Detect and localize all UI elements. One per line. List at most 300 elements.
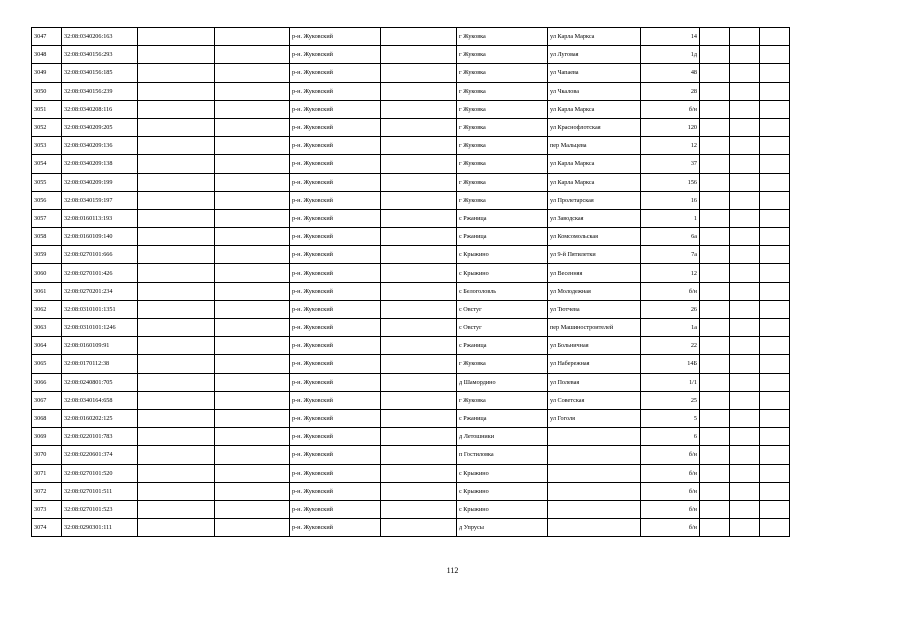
empty-cell [700, 428, 730, 446]
record-number-cell: 3065 [32, 355, 62, 373]
empty-cell [730, 137, 760, 155]
street-cell: ул 9-й Пятилетки [548, 246, 641, 264]
empty-cell [730, 500, 760, 518]
table-row [32, 282, 790, 300]
table-row [32, 209, 790, 227]
cadastral-number-cell: 32:08:0270201:234 [62, 282, 138, 300]
locality-cell: с Ржаница [457, 209, 548, 227]
empty-cell [381, 264, 457, 282]
empty-cell [381, 446, 457, 464]
district-cell: р-н. Жуковский [290, 500, 381, 518]
empty-cell [760, 482, 790, 500]
empty-cell [215, 373, 290, 391]
empty-cell [215, 300, 290, 318]
record-number-cell: 3048 [32, 46, 62, 64]
house-number-cell: 14Б [641, 355, 700, 373]
empty-cell [138, 46, 215, 64]
house-number-cell: б/н [641, 464, 700, 482]
district-cell: р-н. Жуковский [290, 373, 381, 391]
empty-cell [215, 137, 290, 155]
table-row [32, 373, 790, 391]
cadastral-number-cell: 32:08:0340159:197 [62, 191, 138, 209]
empty-cell [138, 319, 215, 337]
record-number-cell: 3057 [32, 209, 62, 227]
empty-cell [700, 137, 730, 155]
empty-cell [760, 100, 790, 118]
empty-cell [381, 337, 457, 355]
table-row [32, 228, 790, 246]
empty-cell [700, 409, 730, 427]
house-number-cell: 48 [641, 64, 700, 82]
empty-cell [700, 118, 730, 136]
street-cell: ул Советская [548, 391, 641, 409]
locality-cell: с Крыжино [457, 482, 548, 500]
house-number-cell: 12 [641, 264, 700, 282]
empty-cell [760, 264, 790, 282]
house-number-cell: б/н [641, 482, 700, 500]
empty-cell [730, 409, 760, 427]
table-row [32, 100, 790, 118]
cadastral-number-cell: 32:08:0340209:138 [62, 155, 138, 173]
record-number-cell: 3061 [32, 282, 62, 300]
empty-cell [760, 519, 790, 537]
empty-cell [700, 355, 730, 373]
record-number-cell: 3069 [32, 428, 62, 446]
locality-cell: с Ржаница [457, 228, 548, 246]
record-number-cell: 3066 [32, 373, 62, 391]
house-number-cell: 1д [641, 46, 700, 64]
empty-cell [700, 191, 730, 209]
empty-cell [760, 228, 790, 246]
empty-cell [215, 319, 290, 337]
empty-cell [215, 500, 290, 518]
empty-cell [381, 464, 457, 482]
empty-cell [138, 373, 215, 391]
cadastral-number-cell: 32:08:0340208:116 [62, 100, 138, 118]
street-cell [548, 464, 641, 482]
locality-cell: г Жуковка [457, 118, 548, 136]
district-cell: р-н. Жуковский [290, 173, 381, 191]
house-number-cell: 16 [641, 191, 700, 209]
record-number-cell: 3060 [32, 264, 62, 282]
empty-cell [381, 209, 457, 227]
record-number-cell: 3050 [32, 82, 62, 100]
empty-cell [730, 482, 760, 500]
empty-cell [138, 64, 215, 82]
record-number-cell: 3067 [32, 391, 62, 409]
empty-cell [138, 282, 215, 300]
empty-cell [138, 82, 215, 100]
empty-cell [700, 464, 730, 482]
empty-cell [730, 300, 760, 318]
street-cell: ул Чкалова [548, 82, 641, 100]
empty-cell [215, 228, 290, 246]
record-number-cell: 3074 [32, 519, 62, 537]
record-number-cell: 3070 [32, 446, 62, 464]
district-cell: р-н. Жуковский [290, 64, 381, 82]
cadastral-number-cell: 32:08:0160113:193 [62, 209, 138, 227]
empty-cell [138, 446, 215, 464]
district-cell: р-н. Жуковский [290, 337, 381, 355]
street-cell: ул Комсомольская [548, 228, 641, 246]
table-row [32, 355, 790, 373]
table-row [32, 28, 790, 46]
district-cell: р-н. Жуковский [290, 464, 381, 482]
locality-cell: с Белоголовль [457, 282, 548, 300]
empty-cell [730, 209, 760, 227]
locality-cell: г Жуковка [457, 28, 548, 46]
street-cell: ул Тютчева [548, 300, 641, 318]
empty-cell [215, 446, 290, 464]
empty-cell [381, 519, 457, 537]
house-number-cell: 22 [641, 337, 700, 355]
street-cell: ул Чапаева [548, 64, 641, 82]
locality-cell: д Летошники [457, 428, 548, 446]
table-row [32, 409, 790, 427]
empty-cell [700, 264, 730, 282]
empty-cell [215, 282, 290, 300]
empty-cell [760, 82, 790, 100]
empty-cell [215, 155, 290, 173]
record-number-cell: 3072 [32, 482, 62, 500]
empty-cell [215, 355, 290, 373]
district-cell: р-н. Жуковский [290, 137, 381, 155]
street-cell: ул Пролетарская [548, 191, 641, 209]
record-number-cell: 3051 [32, 100, 62, 118]
street-cell: пер Машиностроителей [548, 319, 641, 337]
cadastral-number-cell: 32:08:0240801:705 [62, 373, 138, 391]
district-cell: р-н. Жуковский [290, 82, 381, 100]
empty-cell [730, 155, 760, 173]
cadastral-number-cell: 32:08:0220601:374 [62, 446, 138, 464]
empty-cell [730, 319, 760, 337]
cadastral-number-cell: 32:08:0340156:239 [62, 82, 138, 100]
empty-cell [381, 319, 457, 337]
empty-cell [215, 409, 290, 427]
empty-cell [700, 228, 730, 246]
empty-cell [730, 264, 760, 282]
empty-cell [138, 155, 215, 173]
empty-cell [760, 409, 790, 427]
empty-cell [730, 100, 760, 118]
record-number-cell: 3064 [32, 337, 62, 355]
street-cell: ул Карла Маркса [548, 100, 641, 118]
empty-cell [700, 28, 730, 46]
empty-cell [760, 118, 790, 136]
table-row [32, 500, 790, 518]
empty-cell [700, 246, 730, 264]
locality-cell: д Упрусы [457, 519, 548, 537]
empty-cell [381, 228, 457, 246]
empty-cell [138, 355, 215, 373]
table-body [32, 28, 790, 537]
district-cell: р-н. Жуковский [290, 118, 381, 136]
locality-cell: г Жуковка [457, 100, 548, 118]
locality-cell: с Ржаница [457, 337, 548, 355]
empty-cell [730, 464, 760, 482]
empty-cell [760, 173, 790, 191]
empty-cell [138, 28, 215, 46]
empty-cell [700, 446, 730, 464]
street-cell: ул Карла Маркса [548, 173, 641, 191]
table-row [32, 191, 790, 209]
empty-cell [730, 373, 760, 391]
district-cell: р-н. Жуковский [290, 300, 381, 318]
empty-cell [700, 337, 730, 355]
district-cell: р-н. Жуковский [290, 319, 381, 337]
cadastral-number-cell: 32:08:0290301:111 [62, 519, 138, 537]
empty-cell [700, 482, 730, 500]
locality-cell: с Крыжино [457, 464, 548, 482]
empty-cell [381, 191, 457, 209]
locality-cell: д Шамордино [457, 373, 548, 391]
empty-cell [760, 391, 790, 409]
empty-cell [215, 64, 290, 82]
district-cell: р-н. Жуковский [290, 155, 381, 173]
house-number-cell: б/н [641, 500, 700, 518]
district-cell: р-н. Жуковский [290, 428, 381, 446]
record-number-cell: 3055 [32, 173, 62, 191]
empty-cell [700, 500, 730, 518]
table-row [32, 64, 790, 82]
table-row [32, 46, 790, 64]
locality-cell: г Жуковка [457, 46, 548, 64]
empty-cell [760, 464, 790, 482]
house-number-cell: 120 [641, 118, 700, 136]
house-number-cell: б/н [641, 100, 700, 118]
district-cell: р-н. Жуковский [290, 191, 381, 209]
empty-cell [138, 300, 215, 318]
house-number-cell: 7а [641, 246, 700, 264]
locality-cell: г Жуковка [457, 191, 548, 209]
street-cell: ул Больничная [548, 337, 641, 355]
empty-cell [700, 373, 730, 391]
empty-cell [760, 64, 790, 82]
table-row [32, 137, 790, 155]
record-number-cell: 3049 [32, 64, 62, 82]
empty-cell [760, 28, 790, 46]
house-number-cell: 1/1 [641, 373, 700, 391]
record-number-cell: 3053 [32, 137, 62, 155]
empty-cell [730, 191, 760, 209]
district-cell: р-н. Жуковский [290, 482, 381, 500]
table-row [32, 319, 790, 337]
street-cell: ул Карла Маркса [548, 28, 641, 46]
empty-cell [215, 246, 290, 264]
locality-cell: г Жуковка [457, 155, 548, 173]
district-cell: р-н. Жуковский [290, 409, 381, 427]
district-cell: р-н. Жуковский [290, 264, 381, 282]
empty-cell [381, 300, 457, 318]
empty-cell [730, 28, 760, 46]
locality-cell: г Жуковка [457, 391, 548, 409]
empty-cell [138, 500, 215, 518]
cadastral-number-cell: 32:08:0340164:658 [62, 391, 138, 409]
empty-cell [700, 282, 730, 300]
empty-cell [730, 173, 760, 191]
empty-cell [381, 100, 457, 118]
district-cell: р-н. Жуковский [290, 46, 381, 64]
table-row [32, 391, 790, 409]
empty-cell [215, 100, 290, 118]
empty-cell [215, 118, 290, 136]
empty-cell [215, 191, 290, 209]
table-row [32, 446, 790, 464]
record-number-cell: 3058 [32, 228, 62, 246]
street-cell: ул Полевая [548, 373, 641, 391]
locality-cell: г Жуковка [457, 355, 548, 373]
house-number-cell: 14 [641, 28, 700, 46]
empty-cell [700, 100, 730, 118]
empty-cell [138, 482, 215, 500]
empty-cell [381, 355, 457, 373]
locality-cell: г Жуковка [457, 173, 548, 191]
record-number-cell: 3054 [32, 155, 62, 173]
locality-cell: п Гостиловка [457, 446, 548, 464]
empty-cell [381, 282, 457, 300]
street-cell [548, 446, 641, 464]
street-cell: ул Краснофлотская [548, 118, 641, 136]
empty-cell [700, 64, 730, 82]
street-cell: ул Весенняя [548, 264, 641, 282]
house-number-cell: 26 [641, 300, 700, 318]
table-row [32, 337, 790, 355]
empty-cell [730, 519, 760, 537]
empty-cell [138, 118, 215, 136]
cadastral-number-cell: 32:08:0310101:1246 [62, 319, 138, 337]
locality-cell: с Крыжино [457, 246, 548, 264]
house-number-cell: 28 [641, 82, 700, 100]
record-number-cell: 3062 [32, 300, 62, 318]
empty-cell [760, 428, 790, 446]
empty-cell [215, 519, 290, 537]
cadastral-number-cell: 32:08:0310101:1351 [62, 300, 138, 318]
empty-cell [138, 191, 215, 209]
empty-cell [381, 409, 457, 427]
district-cell: р-н. Жуковский [290, 355, 381, 373]
table-row [32, 264, 790, 282]
district-cell: р-н. Жуковский [290, 228, 381, 246]
street-cell: ул Заводская [548, 209, 641, 227]
empty-cell [760, 246, 790, 264]
records-table [31, 27, 790, 537]
empty-cell [700, 319, 730, 337]
empty-cell [730, 446, 760, 464]
empty-cell [381, 428, 457, 446]
empty-cell [760, 191, 790, 209]
street-cell [548, 482, 641, 500]
house-number-cell: 6 [641, 428, 700, 446]
empty-cell [700, 155, 730, 173]
locality-cell: с Крыжино [457, 264, 548, 282]
empty-cell [760, 337, 790, 355]
empty-cell [700, 209, 730, 227]
street-cell: ул Молодежная [548, 282, 641, 300]
empty-cell [730, 118, 760, 136]
district-cell: р-н. Жуковский [290, 209, 381, 227]
empty-cell [730, 228, 760, 246]
cadastral-number-cell: 32:08:0160109:140 [62, 228, 138, 246]
cadastral-number-cell: 32:08:0340209:136 [62, 137, 138, 155]
cadastral-number-cell: 32:08:0160109:91 [62, 337, 138, 355]
empty-cell [215, 209, 290, 227]
empty-cell [760, 209, 790, 227]
table-row [32, 464, 790, 482]
empty-cell [381, 46, 457, 64]
record-number-cell: 3073 [32, 500, 62, 518]
street-cell: пер Мальцева [548, 137, 641, 155]
empty-cell [215, 46, 290, 64]
empty-cell [760, 319, 790, 337]
locality-cell: с Овстуг [457, 300, 548, 318]
cadastral-number-cell: 32:08:0220101:783 [62, 428, 138, 446]
house-number-cell: 37 [641, 155, 700, 173]
record-number-cell: 3071 [32, 464, 62, 482]
cadastral-number-cell: 32:08:0340156:293 [62, 46, 138, 64]
table-row [32, 300, 790, 318]
street-cell [548, 500, 641, 518]
empty-cell [138, 209, 215, 227]
cadastral-number-cell: 32:08:0270101:520 [62, 464, 138, 482]
empty-cell [700, 300, 730, 318]
house-number-cell: 1а [641, 319, 700, 337]
locality-cell: с Крыжино [457, 500, 548, 518]
house-number-cell: 6а [641, 228, 700, 246]
empty-cell [381, 82, 457, 100]
table-row [32, 173, 790, 191]
empty-cell [760, 137, 790, 155]
empty-cell [760, 446, 790, 464]
street-cell [548, 428, 641, 446]
empty-cell [215, 482, 290, 500]
record-number-cell: 3063 [32, 319, 62, 337]
empty-cell [381, 118, 457, 136]
street-cell: ул Набережная [548, 355, 641, 373]
empty-cell [760, 500, 790, 518]
empty-cell [138, 464, 215, 482]
empty-cell [730, 337, 760, 355]
empty-cell [760, 355, 790, 373]
record-number-cell: 3052 [32, 118, 62, 136]
empty-cell [215, 82, 290, 100]
record-number-cell: 3059 [32, 246, 62, 264]
district-cell: р-н. Жуковский [290, 246, 381, 264]
record-number-cell: 3047 [32, 28, 62, 46]
empty-cell [730, 246, 760, 264]
record-number-cell: 3056 [32, 191, 62, 209]
empty-cell [760, 282, 790, 300]
empty-cell [381, 391, 457, 409]
cadastral-number-cell: 32:08:0340209:205 [62, 118, 138, 136]
empty-cell [138, 391, 215, 409]
district-cell: р-н. Жуковский [290, 391, 381, 409]
empty-cell [700, 82, 730, 100]
cadastral-number-cell: 32:08:0340209:199 [62, 173, 138, 191]
empty-cell [215, 28, 290, 46]
empty-cell [138, 409, 215, 427]
street-cell: ул Карла Маркса [548, 155, 641, 173]
empty-cell [138, 137, 215, 155]
empty-cell [700, 46, 730, 64]
empty-cell [215, 173, 290, 191]
empty-cell [700, 519, 730, 537]
empty-cell [730, 64, 760, 82]
house-number-cell: 12 [641, 137, 700, 155]
empty-cell [138, 519, 215, 537]
empty-cell [138, 264, 215, 282]
cadastral-number-cell: 32:08:0270101:523 [62, 500, 138, 518]
table-row [32, 118, 790, 136]
